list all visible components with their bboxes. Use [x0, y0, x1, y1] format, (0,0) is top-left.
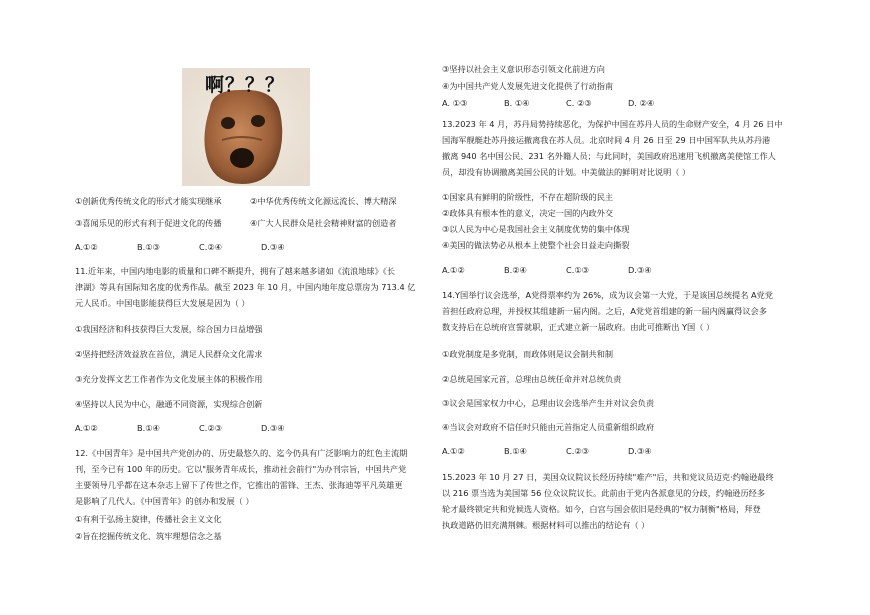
option-item: ①有利于弘扬主旋律，传播社会主义文化: [75, 514, 222, 524]
meme-caption: 啊？？？: [205, 74, 286, 96]
option-item: ③议会是国家权力中心，总理由议会选举产生并对议会负责: [442, 398, 655, 408]
option-item: ④当议会对政府不信任时只能由元首指定人员重新组织政府: [442, 422, 655, 432]
option-item: ①政党制度是多党制，而政体则是议会制共和制: [442, 349, 614, 359]
answer-option[interactable]: B.①③: [137, 242, 160, 252]
question-15-stem: 15.2023 年 10 月 27 日，美国众议院议长经历持续"难产"后，共和党议员迈克·约翰逊最终: [442, 472, 774, 482]
answer-option[interactable]: B.①④: [504, 446, 527, 456]
option-item: ④广大人民群众是社会精神财富的创造者: [250, 218, 397, 228]
answer-option[interactable]: C. ②③: [566, 98, 592, 108]
option-item: ①国家具有鲜明的阶级性，不存在超阶级的民主: [442, 192, 614, 202]
question-14-stem: 首担任政府总理，并授权其组建新一届内阁。之后，A党党首组建的新一届内阁赢得议会多: [442, 306, 767, 316]
question-12-stem: 是影响了几代人。《中国青年》的创办和发展（ ）: [75, 496, 254, 506]
answer-option[interactable]: A.①②: [442, 265, 465, 275]
answer-option[interactable]: A.①②: [75, 242, 98, 252]
answer-options-q12: [442, 98, 690, 109]
answer-option[interactable]: B.①④: [137, 423, 160, 433]
answer-option[interactable]: A.①②: [75, 423, 98, 433]
answer-option[interactable]: D.③④: [261, 242, 285, 252]
answer-option[interactable]: D.③④: [628, 446, 652, 456]
answer-option[interactable]: A.①②: [442, 446, 465, 456]
question-14-stem: 数支持后在总统府宣誓就职，正式建立新一届政府。由此可推断出 Y国（ ）: [442, 322, 715, 332]
question-14-stem: 14.Y国举行议会选举，A党得票率约为 26%，成为议会第一大党，于是该国总统提名 A党党: [442, 290, 774, 300]
option-item: ①创新优秀传统文化的形式才能实现继承: [75, 196, 222, 206]
answer-option[interactable]: B.②④: [504, 265, 527, 275]
option-item: ③以人民为中心是我国社会主义制度优势的集中体现: [442, 224, 630, 234]
question-13-stem: 撤离 940 名中国公民、231 名外籍人员；与此同时，美国政府迅速用飞机撤离美使馆工作人: [442, 151, 776, 161]
option-item: ②旨在挖掘传统文化、筑牢理想信念之基: [75, 531, 222, 541]
option-item: ①我国经济和科技获得巨大发展，综合国力日益增强: [75, 324, 263, 334]
answer-option[interactable]: C.②③: [199, 423, 222, 433]
option-item: ④坚持以人民为中心，融通不同资源，实现综合创新: [75, 399, 263, 409]
answer-option[interactable]: D. ②④: [628, 98, 655, 108]
question-12-stem: 刊，至今已有 100 年的历史。它以"服务青年成长，推动社会前行"为办刊宗旨，中国共产党: [75, 464, 407, 474]
option-item: ④美国的做法势必从根本上使整个社会日益走向撕裂: [442, 240, 630, 250]
answer-option[interactable]: C.②③: [566, 446, 589, 456]
question-15-stem: 轮才最终锁定共和党候选人资格。如今，白宫与国会依旧是经典的"权力制衡"格局，拜登: [442, 504, 761, 514]
answer-option[interactable]: B. ①④: [504, 98, 530, 108]
option-item: ②中华优秀传统文化源远流长、博大精深: [250, 196, 397, 206]
answer-option[interactable]: D.③④: [261, 423, 285, 433]
answer-options-q11: [75, 423, 323, 434]
answer-option[interactable]: C.②④: [199, 242, 222, 252]
option-item: ③充分发挥文艺工作者作为文化发展主体的积极作用: [75, 374, 263, 384]
answer-option[interactable]: D.③④: [628, 265, 652, 275]
question-11-stem: 11.近年来，中国内地电影的质量和口碑不断提升，拥有了越来越多诸如《流浪地球》《长: [75, 266, 396, 276]
option-item: ②总统是国家元首，总理由总统任命并对总统负责: [442, 374, 622, 384]
answer-options-q14: [442, 446, 690, 457]
option-item: ②坚持把经济效益放在首位，满足人民群众文化需求: [75, 349, 263, 359]
answer-option[interactable]: A. ①③: [442, 98, 468, 108]
question-13-stem: 员，却没有协调撤离美国公民的计划。中美做法的鲜明对比说明（ ）: [442, 167, 691, 177]
option-item: ②政体具有根本性的意义，决定一国的内政外交: [442, 208, 614, 218]
question-13-stem: 国海军舰艇赴苏丹接运撤离我在苏人员。北京时间 4 月 26 日至 29 日中国军队共从苏丹港: [442, 135, 771, 145]
question-15-stem: 执政道路仍旧充满荆棘。根据材料可以推出的结论有（ ）: [442, 520, 650, 530]
option-item: ④为中国共产党人发展先进文化提供了行动指南: [442, 81, 614, 91]
answer-options-q13: [442, 265, 690, 276]
question-15-stem: 以 216 票当选为美国第 56 位众议院议长。此前由于党内各派意见的分歧，约翰逊历经多: [442, 488, 766, 498]
question-11-stem: 津湖》等具有国际知名度的优秀作品。截至 2023 年 10 月，中国内地年度总票房为 713.4 亿: [75, 282, 416, 292]
option-item: ③喜闻乐见的形式有利于促进文化的传播: [75, 218, 222, 228]
question-12-stem: 主要领导几乎都在这本杂志上留下了传世之作，它推出的雷锋、王杰、张海迪等平凡英雄更: [75, 480, 403, 490]
answer-options-q10: [75, 242, 323, 253]
question-12-stem: 12.《中国青年》是中国共产党创办的、历史最悠久的、迄今仍具有广泛影响力的红色主流期: [75, 448, 408, 458]
answer-option[interactable]: C.①③: [566, 265, 589, 275]
question-13-stem: 13.2023 年 4 月，苏丹局势持续恶化，为保护中国在苏丹人员的生命财产安全，4 月 26 日中: [442, 119, 783, 129]
option-item: ③坚持以社会主义意识形态引领文化前进方向: [442, 64, 605, 74]
question-11-stem: 元人民币。中国电影能获得巨大发展是因为（ ）: [75, 298, 250, 308]
